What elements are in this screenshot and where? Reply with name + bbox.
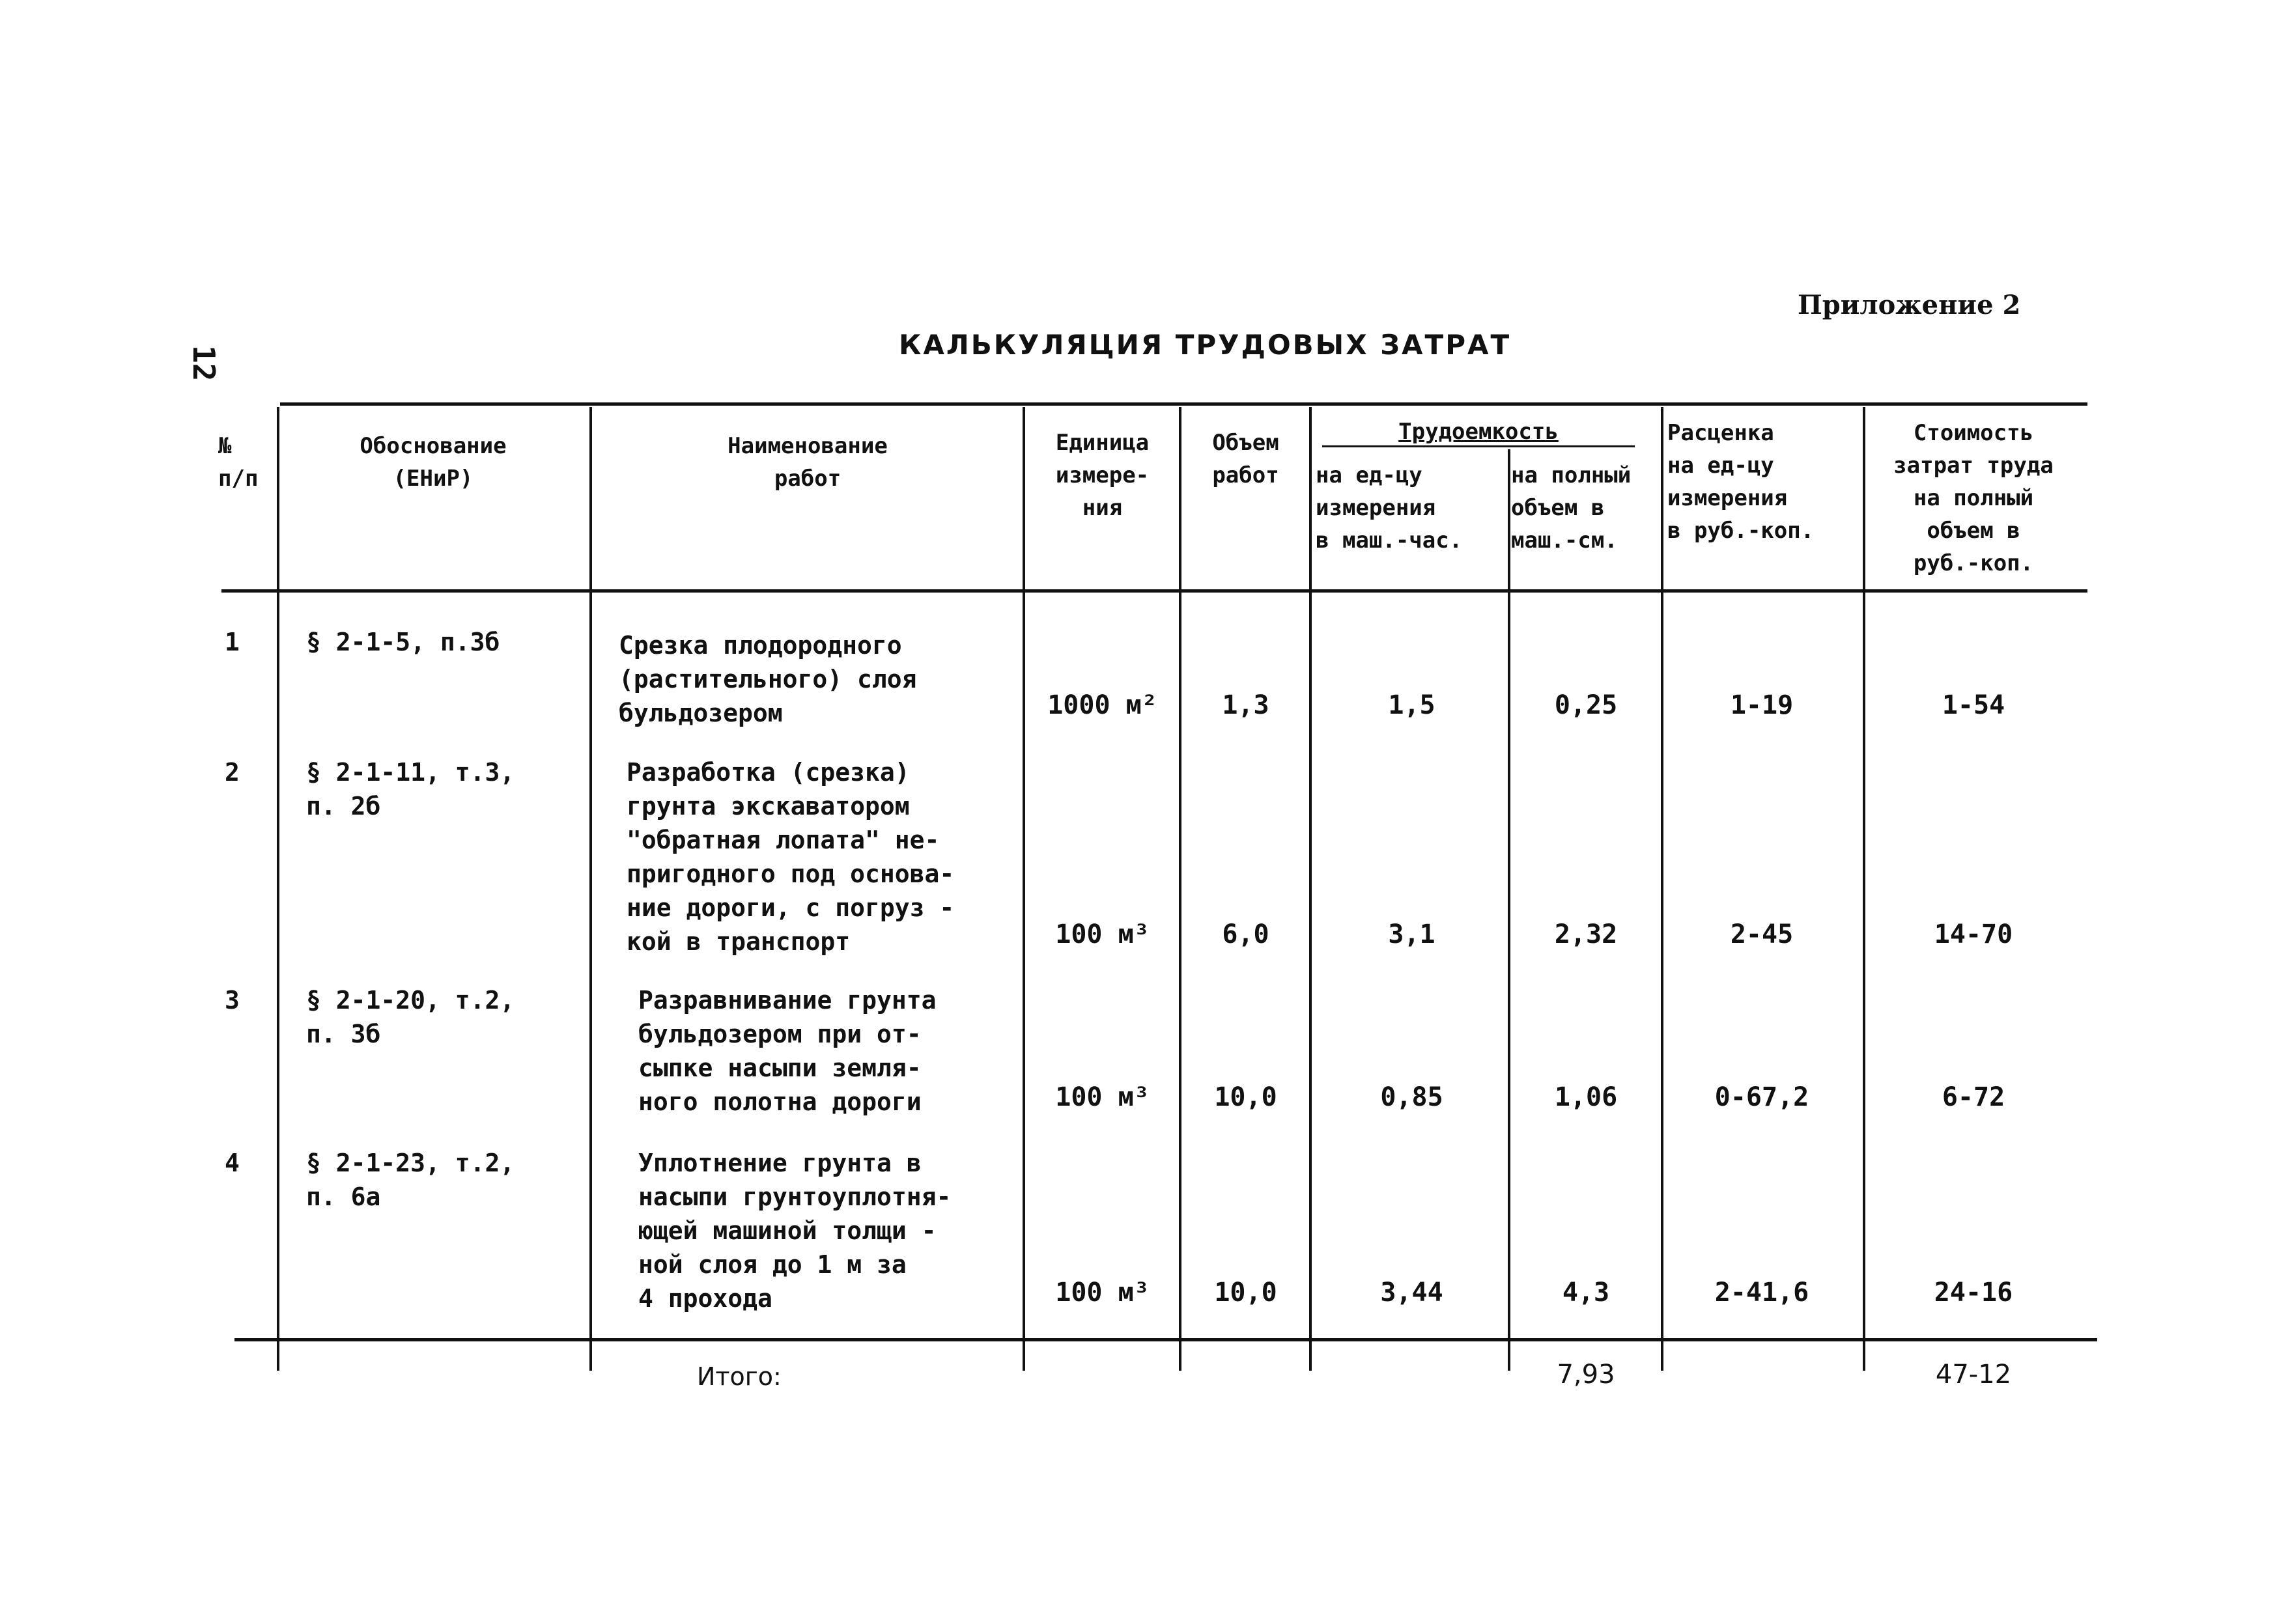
row-work-name: Разравнивание грунта бульдозером при от- сыпке насыпи земля- ного полотна дороги (638, 986, 937, 1116)
row-num: 1 (225, 628, 240, 656)
col-divider (589, 407, 592, 1371)
row-rate: 2-41,6 (1714, 1278, 1809, 1308)
header-labor-group: Трудоемкость (1398, 419, 1559, 445)
row-basis: § 2-1-11, т.3, п. 2б (306, 758, 515, 820)
row-volume: 6,0 (1222, 919, 1269, 949)
row-labor-per-unit: 1,5 (1388, 690, 1435, 720)
col-divider (1661, 407, 1663, 1371)
row-unit: 100 м³ (1055, 1082, 1150, 1112)
header-labor-total: на полный объем в маш.-см. (1511, 462, 1632, 553)
header-bottom-rule (221, 589, 2087, 593)
row-basis: § 2-1-23, т.2, п. 6а (306, 1149, 515, 1211)
header-cost: Стоимость затрат труда на полный объем в руб.-коп. (1893, 420, 2054, 576)
col-divider (1863, 407, 1865, 1371)
row-basis: § 2-1-5, п.3б (306, 628, 500, 656)
row-labor-per-unit: 3,1 (1388, 919, 1435, 949)
row-unit: 1000 м² (1047, 690, 1157, 720)
row-labor-total: 4,3 (1562, 1278, 1610, 1308)
row-cost: 24-16 (1934, 1278, 2013, 1308)
row-rate: 1-19 (1730, 690, 1794, 720)
total-cost: 47-12 (1935, 1360, 2012, 1390)
row-unit: 100 м³ (1055, 1278, 1150, 1308)
row-num: 3 (225, 986, 240, 1015)
row-rate: 0-67,2 (1714, 1082, 1809, 1112)
row-unit: 100 м³ (1055, 919, 1150, 949)
col-divider (1023, 407, 1025, 1371)
header-rate: Расценка на ед-цу измерения в руб.-коп. (1667, 420, 1815, 544)
row-cost: 1-54 (1942, 690, 2005, 720)
col-divider (1309, 407, 1312, 1371)
col-divider (277, 407, 279, 1371)
total-label: Итого: (697, 1362, 782, 1391)
row-labor-total: 1,06 (1554, 1082, 1618, 1112)
header-volume: Объем работ (1212, 430, 1279, 488)
row-labor-per-unit: 0,85 (1380, 1082, 1443, 1112)
body-bottom-rule (234, 1338, 2097, 1341)
row-rate: 2-45 (1730, 919, 1794, 949)
row-num: 4 (225, 1149, 240, 1177)
row-labor-per-unit: 3,44 (1380, 1278, 1443, 1308)
row-cost: 14-70 (1934, 919, 2013, 949)
row-volume: 10,0 (1214, 1278, 1277, 1308)
header-work-name: Наименование работ (728, 433, 888, 492)
row-work-name: Разработка (срезка) грунта экскаватором "обратная лопата" не- пригодного под основа- ние дороги, с погруз - кой в транспорт (627, 758, 955, 956)
row-num: 2 (225, 758, 240, 787)
row-work-name: Уплотнение грунта в насыпи грунтоуплотня- ющей машиной толщи - ной слоя до 1 м за 4 прохода (638, 1149, 952, 1313)
document-title: КАЛЬКУЛЯЦИЯ ТРУДОВЫХ ЗАТРАТ (899, 329, 1512, 361)
row-basis: § 2-1-20, т.2, п. 3б (306, 986, 515, 1048)
page-number: 12 (186, 345, 221, 382)
table-top-rule (280, 402, 2087, 406)
header-basis: Обоснование (ЕНиР) (360, 433, 507, 492)
row-labor-total: 2,32 (1554, 919, 1618, 949)
row-work-name: Срезка плодородного (растительного) слоя бульдозером (619, 631, 917, 727)
row-cost: 6-72 (1942, 1082, 2005, 1112)
col-divider (1179, 407, 1181, 1371)
header-unit: Единица измере- ния (1055, 430, 1150, 521)
row-volume: 10,0 (1214, 1082, 1277, 1112)
header-num: № п/п (218, 433, 259, 492)
header-labor-per-unit: на ед-цу измерения в маш.-час. (1316, 462, 1463, 553)
row-labor-total: 0,25 (1554, 690, 1618, 720)
row-volume: 1,3 (1222, 690, 1269, 720)
appendix-label: Приложение 2 (1798, 290, 2021, 320)
col-divider (1508, 449, 1510, 1371)
total-labor: 7,93 (1557, 1360, 1615, 1390)
